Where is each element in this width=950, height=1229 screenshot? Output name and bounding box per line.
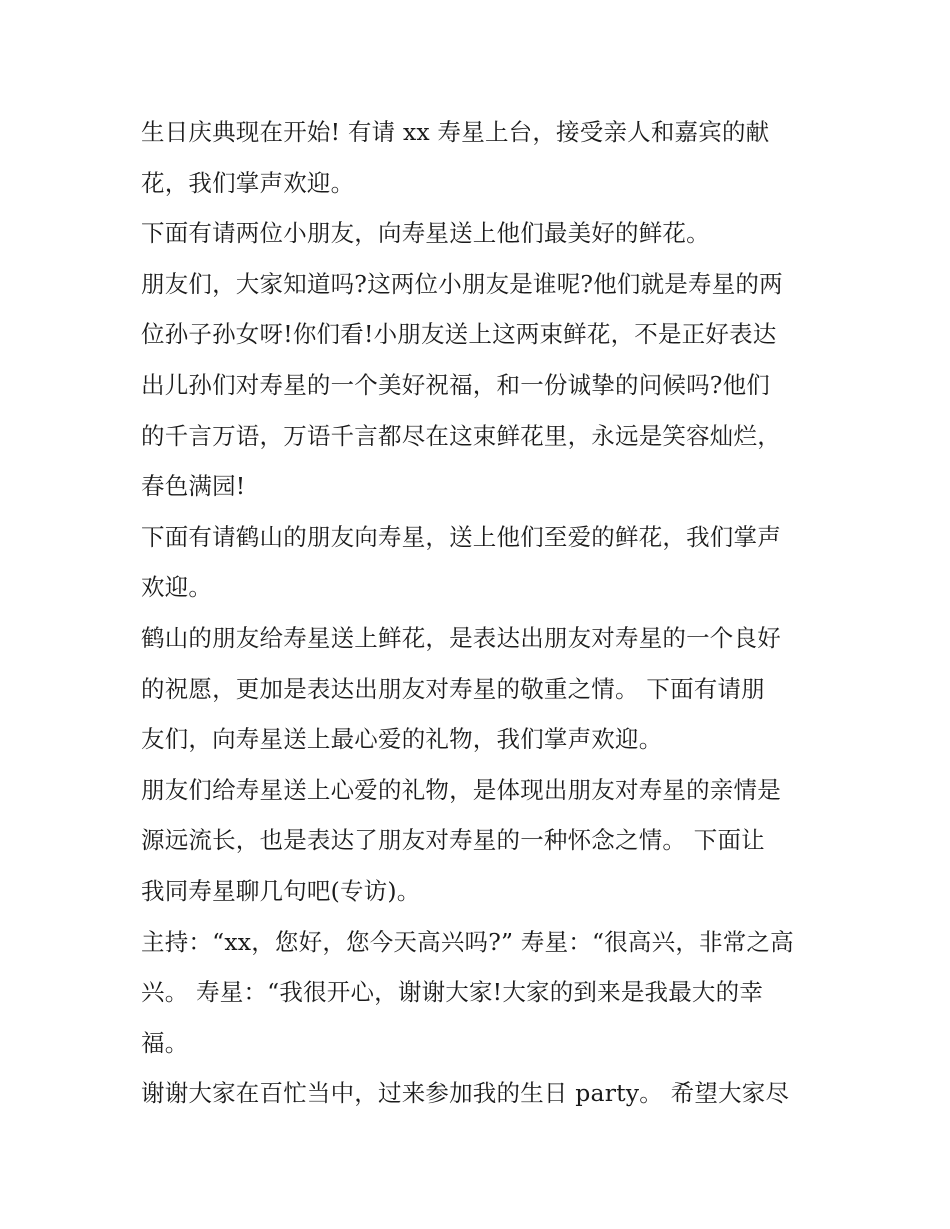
text-line: 下面有请两位小朋友，向寿星送上他们最美好的鲜花。 [141,219,710,248]
text-line: 兴。 寿星：“我很开心，谢谢大家!大家的到来是我最大的幸 [141,978,764,1007]
text-line: 花，我们掌声欢迎。 [141,168,355,197]
text-line: 的千言万语，万语千言都尽在这束鲜花里，永远是笑容灿烂， [141,421,781,450]
text-line: 春色满园! [141,472,246,501]
text-line: 生日庆典现在开始! 有请 xx 寿星上台，接受亲人和嘉宾的献 [141,118,770,146]
text-line: 谢谢大家在百忙当中，过来参加我的生日 party。 希望大家尽 [141,1079,790,1108]
text-line: 的祝愿，更加是表达出朋友对寿星的敬重之情。 下面有请朋 [141,674,765,703]
text-line: 位孙子孙女呀!你们看!小朋友送上这两束鲜花，不是正好表达 [141,320,777,349]
text-line: 下面有请鹤山的朋友向寿星，送上他们至爱的鲜花，我们掌声 [141,522,781,551]
text-line: 我同寿星聊几句吧(专访)。 [141,876,421,905]
text-line: 朋友们，大家知道吗?这两位小朋友是谁呢?他们就是寿星的两 [141,269,783,298]
text-line: 主持：“xx，您好，您今天高兴吗?” 寿星：“很高兴，非常之高 [141,927,794,956]
text-line: 源远流长，也是表达了朋友对寿星的一种怀念之情。 下面让 [141,826,765,855]
text-line: 朋友们给寿星送上心爱的礼物，是体现出朋友对寿星的亲情是 [141,775,781,804]
text-line: 鹤山的朋友给寿星送上鲜花，是表达出朋友对寿星的一个良好 [141,623,781,652]
text-line: 欢迎。 [141,573,213,602]
text-line: 友们，向寿星送上最心爱的礼物，我们掌声欢迎。 [141,725,663,754]
document-body [141,107,821,1119]
text-line: 出儿孙们对寿星的一个美好祝福，和一份诚挚的问候吗?他们 [141,370,770,399]
text-line: 福。 [141,1028,189,1057]
